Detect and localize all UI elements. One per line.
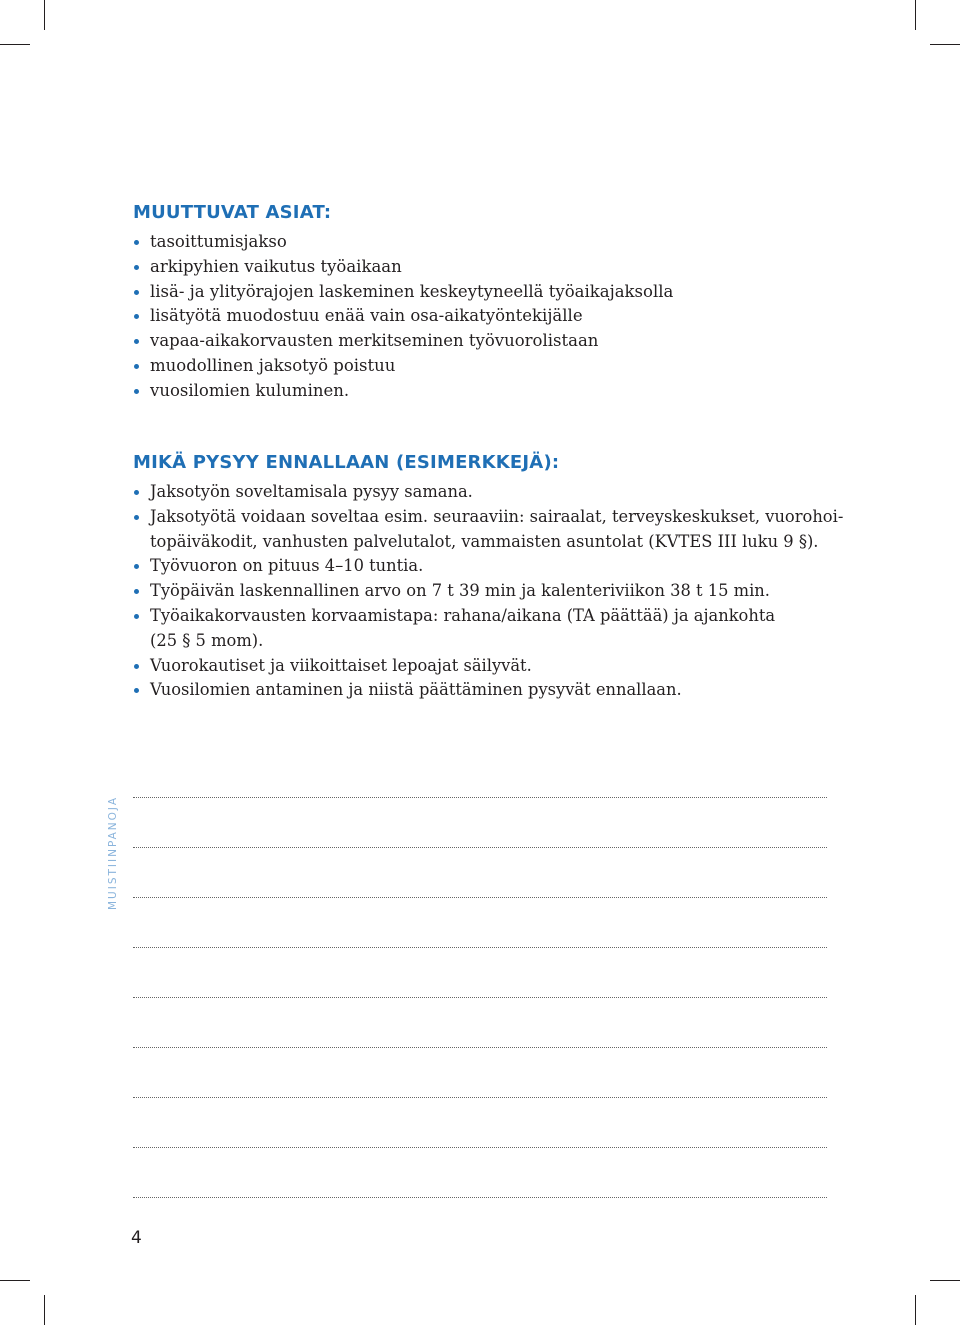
list-item-text: topäiväkodit, vanhusten palvelutalot, vammaisten asuntolat (KVTES III luku 9 §). — [150, 531, 819, 551]
note-line — [133, 1047, 827, 1048]
bullet-icon — [134, 589, 139, 594]
bullet-icon — [134, 490, 139, 495]
list-item — [130, 255, 673, 280]
bullet-icon — [134, 290, 139, 295]
list-item — [130, 554, 843, 579]
crop-mark-top-right — [915, 0, 916, 30]
section-heading-changes: MUUTTUVAT ASIAT: — [133, 202, 332, 223]
list-item-text: Jaksotyötä voidaan soveltaa esim. seuraaviin: sairaalat, terveyskeskukset, vuorohoi- — [150, 506, 844, 526]
section-heading-unchanged: MIKÄ PYSYY ENNALLAAN (ESIMERKKEJÄ): — [133, 452, 560, 473]
bullet-icon — [134, 265, 139, 270]
crop-mark-bottom-right — [915, 1295, 916, 1325]
list-item-text: Työpäivän laskennallinen arvo on 7 t 39 min ja kalenteriviikon 38 t 15 min. — [150, 581, 770, 601]
note-line — [133, 797, 827, 798]
changes-list — [130, 230, 673, 404]
list-item — [130, 604, 843, 654]
crop-mark-top-right-h — [930, 44, 960, 45]
note-line — [133, 897, 827, 898]
list-item-text: Työvuoron on pituus 4–10 tuntia. — [150, 556, 424, 576]
note-line — [133, 947, 827, 948]
list-item-text: Vuosilomien antaminen ja niistä päättäminen pysyvät ennallaan. — [150, 680, 682, 700]
crop-mark-bottom-left — [44, 1295, 45, 1325]
bullet-icon — [134, 364, 139, 369]
note-line — [133, 997, 827, 998]
list-item-text: vuosilomien kuluminen. — [150, 380, 350, 400]
list-item — [130, 354, 673, 379]
page-number: 4 — [131, 1228, 142, 1248]
bullet-icon — [134, 339, 139, 344]
note-line — [133, 1197, 827, 1198]
note-line — [133, 847, 827, 848]
list-item — [130, 654, 843, 679]
list-item — [130, 280, 673, 305]
list-item-text: Jaksotyön soveltamisala pysyy samana. — [150, 482, 473, 501]
list-item — [130, 480, 843, 505]
list-item — [130, 379, 673, 404]
list-item-text: muodollinen jaksotyö poistuu — [150, 355, 396, 375]
list-item — [130, 304, 673, 329]
list-item-text: lisä- ja ylityörajojen laskeminen keskeytyneellä työaikajaksolla — [150, 281, 674, 301]
list-item-text: (25 § 5 mom). — [150, 630, 264, 650]
crop-mark-top-left — [44, 0, 45, 30]
list-item-text: lisätyötä muodostuu enää vain osa-aikatyöntekijälle — [150, 306, 583, 326]
list-item-text: Työaikakorvausten korvaamistapa: rahana/aikana (TA päättää) ja ajankohta — [150, 605, 776, 625]
unchanged-list — [130, 480, 843, 703]
bullet-icon — [134, 564, 139, 569]
notes-label: MUISTIINPANOJA — [107, 795, 119, 911]
bullet-icon — [134, 688, 139, 693]
bullet-icon — [134, 614, 139, 619]
list-item — [130, 505, 843, 555]
list-item-text: arkipyhien vaikutus työaikaan — [150, 256, 402, 276]
note-line — [133, 1097, 827, 1098]
crop-mark-bottom-left-h — [0, 1280, 30, 1281]
list-item — [130, 579, 843, 604]
list-item-text: tasoittumisjakso — [150, 232, 287, 251]
bullet-icon — [134, 240, 139, 245]
list-item-text: vapaa-aikakorvausten merkitseminen työvuorolistaan — [150, 331, 599, 351]
list-item — [130, 230, 673, 255]
bullet-icon — [134, 389, 139, 394]
crop-mark-bottom-right-h — [930, 1280, 960, 1281]
note-line — [133, 1147, 827, 1148]
list-item-text: Vuorokautiset ja viikoittaiset lepoajat säilyvät. — [150, 655, 532, 675]
list-item — [130, 678, 843, 703]
list-item — [130, 329, 673, 354]
crop-mark-top-left-h — [0, 44, 30, 45]
bullet-icon — [134, 314, 139, 319]
bullet-icon — [134, 515, 139, 520]
bullet-icon — [134, 664, 139, 669]
